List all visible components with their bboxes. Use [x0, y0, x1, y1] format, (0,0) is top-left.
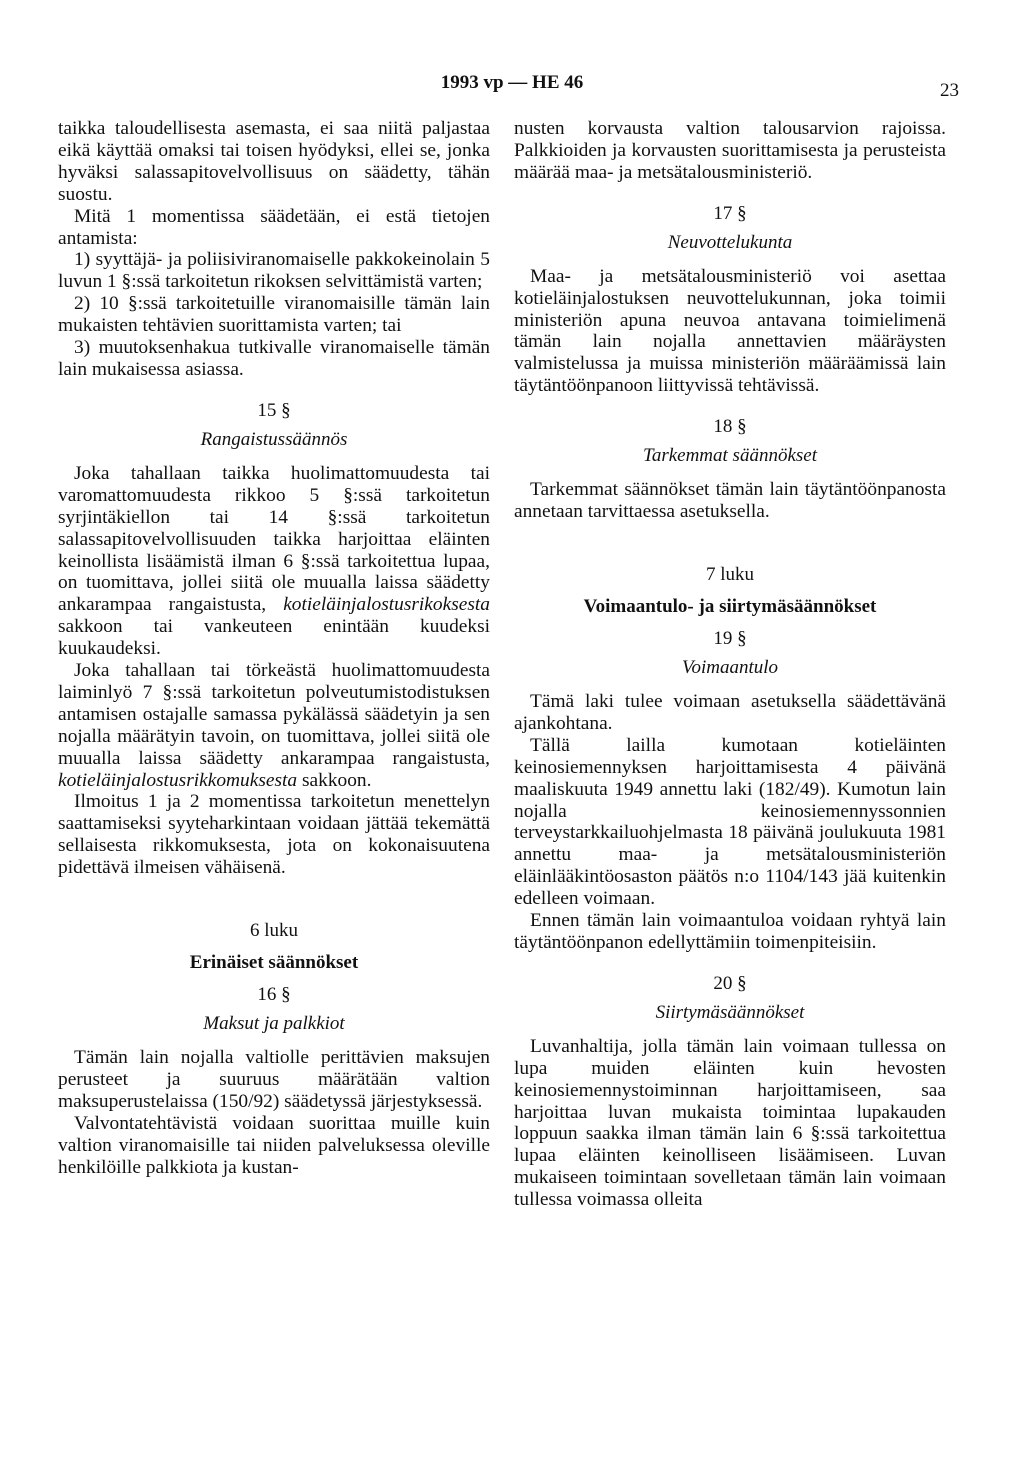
running-title: 1993 vp — HE 46	[440, 72, 584, 93]
text-run: sakkoon.	[297, 769, 372, 791]
section-number: 16 §	[257, 984, 291, 1006]
section-title: Neuvottelukunta	[667, 231, 793, 253]
paragraph	[58, 463, 490, 660]
paragraph	[58, 660, 490, 791]
paragraph: Tarkemmat säännökset tämän lain täytäntöönpanosta annetaan tarvittaessa asetuksella.	[514, 479, 946, 523]
paragraph: Luvanhaltija, jolla tämän lain voimaan tullessa on lupa muiden eläinten kuin hevosten keinosiemennystoiminnan harjoittamiseen, saa harjoittaa luvan mukaista toimintaa lupakauden loppuun saakka ilman tämän lain 6 §:ssä tarkoitettua lupaa eläinten keinolliseen lisäämiseen. Luvan mukaiseen toimintaan sovelletaan tämän lain voimaan tullessa voimassa olleita	[514, 1035, 946, 1211]
paragraph: Tämä laki tulee voimaan asetuksella säädettävänä ajankohtana.	[514, 690, 946, 734]
italic-term: kotieläinjalostusrikoksesta	[283, 594, 490, 616]
section-number: 18 §	[713, 416, 747, 438]
chapter-title: Voimaantulo- ja siirtymäsäännökset	[583, 595, 877, 617]
text-run: Joka tahallaan taikka huolimattomuudesta tai varomattomuudesta rikkoo 5 §:ssä tarkoitetun syrjintäkiellon tai 14 §:ssä tarkoitetun salassapitovelvollisuuden taikka harjoittaa eläinten keinollista lisäämistä ilman 6 §:ssä tarkoitettua lupaa, on tuomittava, jollei siitä ole muualla laissa säädetty ankarampaa rangaistusta,	[58, 462, 490, 616]
section-number: 15 §	[257, 399, 291, 421]
paragraph: Valvontatehtävistä voidaan suorittaa muille kuin valtion viranomaisille tai niiden palveluksessa oleville henkilöille palkkiota ja kustan-	[58, 1112, 490, 1178]
section-number: 20 §	[713, 972, 747, 994]
paragraph: Tällä lailla kumotaan kotieläinten keinosiemennyksen harjoittamisesta 4 päivänä maaliskuuta 1949 annettu laki (182/49). Kumotun lain nojalla keinosiemennyssonnien terveystarkkailuohjelmasta 18 päivänä joulukuuta 1981 annettu maa- ja metsätalousministeriön eläinlääkintöosaston päätös n:o 1104/143 jää kuitenkin edelleen voimaan.	[514, 734, 946, 910]
italic-term: kotieläinjalostusrikkomuksesta	[58, 769, 298, 791]
chapter-number: 6 luku	[249, 920, 299, 942]
list-item: 2) 10 §:ssä tarkoitetuille viranomaisille tämän lain mukaisten tehtävien suorittamista varten; tai	[58, 293, 490, 337]
paragraph: Maa- ja metsätalousministeriö voi asettaa kotieläinjalostuksen neuvottelukunnan, joka toimii ministeriön apuna neuvoa antavana toimielimenä tämän lain nojalla annettavien määräysten valmistelussa ja muissa ministeriön määräämissä lain täytäntöönpanoon liittyvissä tehtävissä.	[514, 265, 946, 397]
paragraph: taikka taloudellisesta asemasta, ei saa niitä paljastaa eikä käyttää omaksi tai toisen hyödyksi, ellei se, jonka hyväksi salassapitovelvollisuus on säädetty, tähän suostu.	[58, 118, 490, 205]
section-number: 17 §	[713, 202, 747, 224]
paragraph: Mitä 1 momentissa säädetään, ei estä tietojen antamista:	[58, 205, 490, 249]
chapter-number: 7 luku	[705, 563, 755, 585]
text-run: Joka tahallaan tai törkeästä huolimattomuudesta laiminlyö 7 §:ssä tarkoitetun polveutumistodistuksen antamisen ostajalle samassa pykälässä säädetyin ja sen nojalla määrätyin tavoin, on tuomittava, jollei siitä ole muualla laissa säädetty ankarampaa rangaistusta,	[58, 660, 490, 769]
section-title: Siirtymäsäännökset	[655, 1001, 805, 1023]
section-title: Maksut ja palkkiot	[203, 1013, 345, 1035]
section-title: Rangaistussäännös	[200, 428, 348, 450]
page-number: 23	[940, 80, 959, 101]
page-header	[0, 72, 1024, 102]
right-column	[514, 118, 946, 1211]
section-number: 19 §	[713, 627, 747, 649]
paragraph: Ennen tämän lain voimaantuloa voidaan ryhtyä lain täytäntöönpanon edellyttämiin toimenpiteisiin.	[514, 910, 946, 953]
list-item: 3) muutoksenhakua tutkivalle viranomaiselle tämän lain mukaisessa asiassa.	[58, 337, 490, 380]
left-column	[58, 118, 490, 1179]
paragraph: nusten korvausta valtion talousarvion rajoissa. Palkkioiden ja korvausten suorittamisesta ja perusteista määrää maa- ja metsätalousministeriö.	[514, 118, 946, 183]
list-item: 1) syyttäjä- ja poliisiviranomaiselle pakkokeinolain 5 luvun 1 §:ssä tarkoitetun rikoksen selvittämistä varten;	[58, 249, 490, 293]
text-run: sakkoon tai vankeuteen enintään kuudeksi kuukaudeksi.	[58, 616, 490, 660]
paragraph: Ilmoitus 1 ja 2 momentissa tarkoitetun menettelyn saattamiseksi syyteharkintaan voidaan jättää tekemättä sellaisesta rikkomuksesta, jota on kokonaisuutena pidettävä ilmeisen vähäisenä.	[58, 791, 490, 879]
chapter-title: Erinäiset säännökset	[189, 952, 359, 974]
section-title: Voimaantulo	[681, 656, 779, 678]
section-title: Tarkemmat säännökset	[643, 445, 817, 467]
paragraph: Tämän lain nojalla valtiolle perittävien maksujen perusteet ja suuruus määrätään valtion maksuperustelaissa (150/92) säädetyssä järjestyksessä.	[58, 1047, 490, 1112]
